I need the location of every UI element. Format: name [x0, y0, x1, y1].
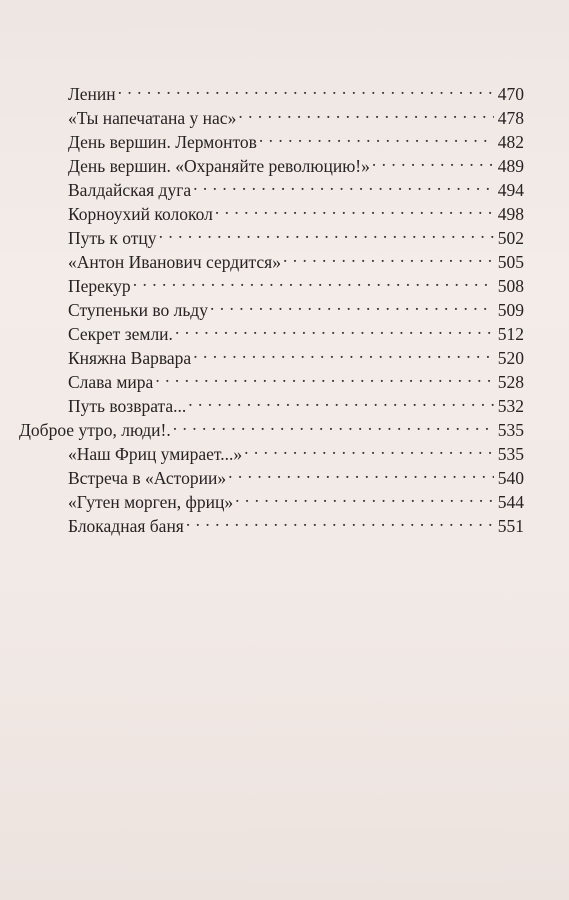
toc-dot-leader [210, 292, 494, 316]
toc-entry [68, 388, 524, 416]
toc-entry-page: 489 [497, 156, 524, 176]
toc-entry [68, 124, 524, 152]
toc-entry-page: 498 [497, 204, 524, 224]
toc-entry [68, 100, 524, 128]
toc-entry [68, 292, 524, 320]
toc-entry-title: «Ты напечатана у нас» [68, 108, 237, 128]
toc-entry-title: Валдайская дуга [68, 180, 192, 200]
toc-dot-leader [235, 484, 494, 508]
toc-entry-title: Ленин [68, 84, 116, 104]
toc-entry [68, 340, 524, 368]
toc-entry-page: 502 [497, 228, 524, 248]
toc-section-entry [19, 412, 524, 440]
toc-entry-title: «Гутен морген, фриц» [68, 492, 234, 512]
toc-entry-title: Слава мира [68, 372, 154, 392]
toc-entry [68, 148, 524, 176]
toc-entry-page: 470 [497, 84, 524, 104]
toc-dot-leader [228, 460, 494, 484]
toc-dot-leader [372, 148, 494, 172]
toc-entry [68, 220, 524, 248]
toc-entry-title: Секрет земли. [68, 324, 173, 344]
toc-entry-title: День вершин. Лермонтов [68, 132, 257, 152]
toc-entry-page: 520 [497, 348, 524, 368]
toc-entry-page: 494 [497, 180, 524, 200]
toc-entry-page: 505 [497, 252, 524, 272]
toc-entry-page: 512 [497, 324, 524, 344]
toc-dot-leader [118, 76, 494, 100]
toc-entry [68, 508, 524, 536]
toc-section-title: Доброе утро, люди!. [19, 420, 171, 440]
toc-entry-page: 544 [497, 492, 524, 512]
toc-entry-page: 528 [497, 372, 524, 392]
toc-dot-leader [173, 412, 494, 436]
toc-entry-title: Перекур [68, 276, 131, 296]
toc-dot-leader [186, 508, 494, 532]
toc-entry-title: День вершин. «Охраняйте революцию!» [68, 156, 370, 176]
toc-entry [68, 436, 524, 464]
toc-entry-title: Княжна Варвара [68, 348, 192, 368]
toc-entry-title: Корноухий колокол [68, 204, 213, 224]
toc-entry [68, 460, 524, 488]
toc-entry [68, 172, 524, 200]
toc-dot-leader [215, 196, 494, 220]
toc-entry-title: «Антон Иванович сердится» [68, 252, 281, 272]
toc-entry [68, 316, 524, 344]
toc-entry [68, 76, 524, 104]
toc-dot-leader [238, 100, 493, 124]
toc-dot-leader [193, 172, 494, 196]
toc-entry [68, 484, 524, 512]
toc-entry [68, 268, 524, 296]
toc-entry-page: 478 [497, 108, 524, 128]
toc-entry [68, 196, 524, 224]
toc-dot-leader [175, 316, 494, 340]
toc-dot-leader [188, 388, 493, 412]
toc-entry-page: 508 [497, 276, 524, 296]
toc-entry-page: 482 [497, 132, 524, 152]
toc-entry-page: 509 [497, 300, 524, 320]
toc-dot-leader [159, 220, 494, 244]
toc-dot-leader [259, 124, 494, 148]
toc-entry-title: Блокадная баня [68, 516, 184, 536]
toc-entry-page: 535 [497, 420, 524, 440]
toc-entry [68, 364, 524, 392]
toc-entry-title: Путь возврата... [68, 396, 187, 416]
toc-entry-title: Путь к отцу [68, 228, 157, 248]
toc-entry-title: «Наш Фриц умирает...» [68, 444, 243, 464]
toc-entry-title: Встреча в «Астории» [68, 468, 227, 488]
toc-dot-leader [244, 436, 494, 460]
toc-entry-page: 532 [497, 396, 524, 416]
toc-entry [68, 244, 524, 272]
toc-entry-page: 540 [497, 468, 524, 488]
toc-dot-leader [193, 340, 494, 364]
toc-entry-page: 535 [497, 444, 524, 464]
toc-dot-leader [133, 268, 494, 292]
toc-entry-page: 551 [497, 516, 524, 536]
toc-entry-title: Ступеньки во льду [68, 300, 208, 320]
toc-dot-leader [155, 364, 493, 388]
toc-dot-leader [283, 244, 494, 268]
